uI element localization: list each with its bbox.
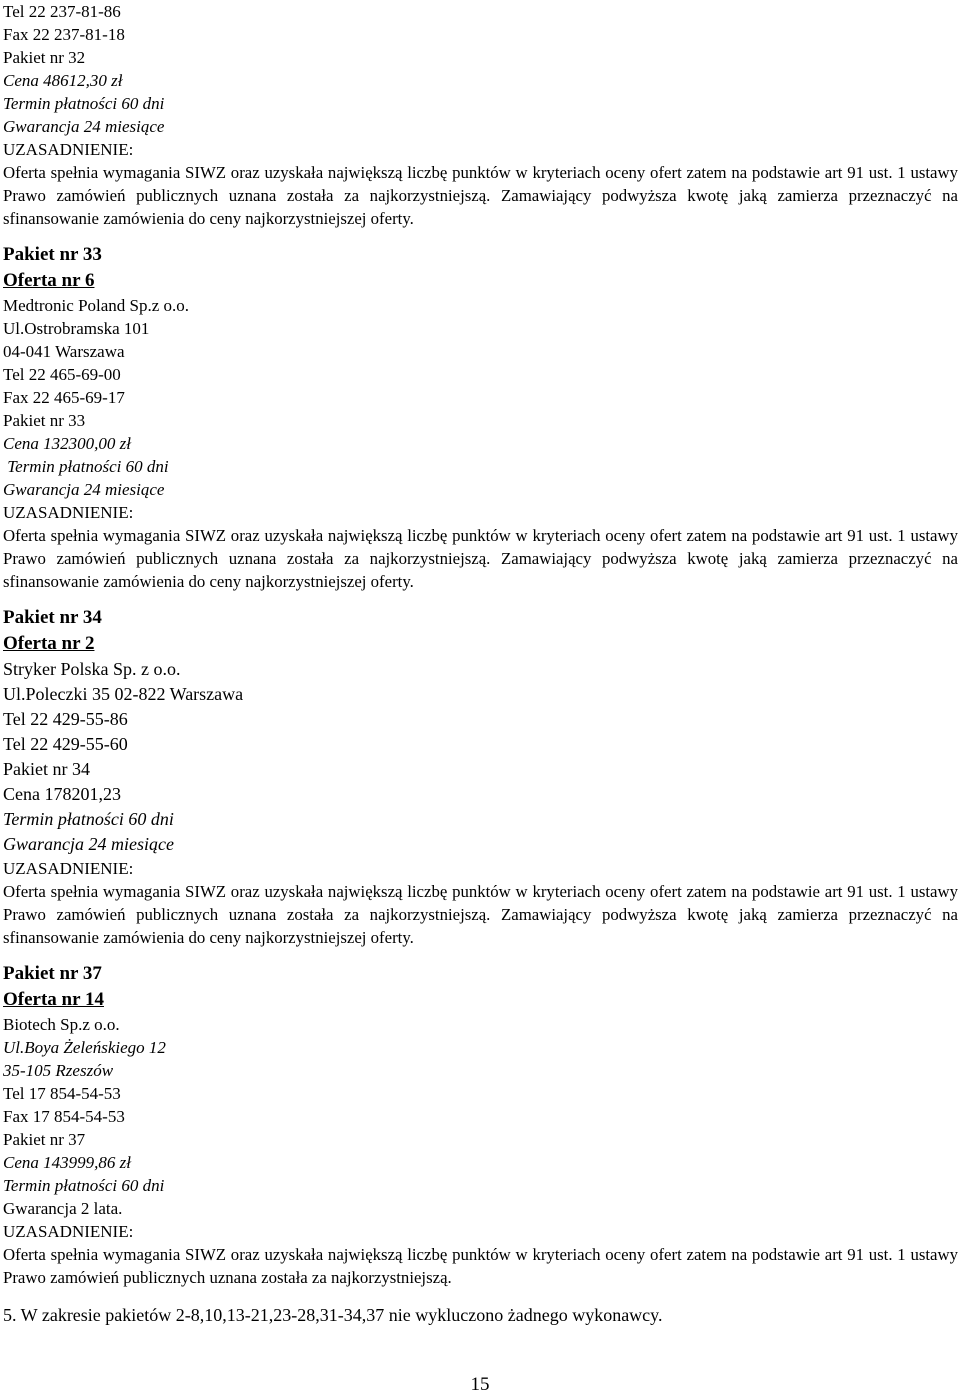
company-name: Biotech Sp.z o.o. [3, 1015, 120, 1034]
offer-number: Oferta nr 14 [3, 989, 104, 1010]
street-line: Ul.Poleczki 35 02-822 Warszawa [3, 684, 244, 704]
price-line: Cena 178201,23 [3, 784, 121, 804]
justification-text: Oferta spełnia wymagania SIWZ oraz uzyskała największą liczbę punktów w kryteriach oceny ofert zatem na podstawie art 91 ust. 1 ustawy Prawo zamówień publicznych uznana została za najkorzystniejszą. Zamawiający podwyższa kwotę jaką zamierza przeznaczyć na sfinansowanie zamówienia do ceny najkorzystniejszej oferty. [3, 882, 958, 947]
tel-line: Tel 17 854-54-53 [3, 1084, 121, 1103]
price-line: Cena 143999,86 zł [3, 1153, 131, 1172]
fax-line: Fax 17 854-54-53 [3, 1107, 125, 1126]
offer-number: Oferta nr 6 [3, 270, 95, 291]
offer-section-pakiet-33 [3, 242, 958, 593]
city-line: 35-105 Rzeszów [3, 1061, 114, 1080]
city-line: 04-041 Warszawa [3, 342, 125, 361]
company-name: Stryker Polska Sp. z o.o. [3, 659, 181, 679]
section-heading: Pakiet nr 34 [3, 607, 102, 628]
street-line: Ul.Ostrobramska 101 [3, 319, 150, 338]
tel-line: Tel 22 429-55-60 [3, 734, 128, 754]
warranty-line: Gwarancja 24 miesiące [3, 117, 165, 136]
offer-section-pakiet-37 [3, 961, 958, 1289]
warranty-line: Gwarancja 24 miesiące [3, 834, 174, 854]
price-line: Cena 48612,30 zł [3, 71, 123, 90]
price-line: Cena 132300,00 zł [3, 434, 131, 453]
justification-label: UZASADNIENIE: [3, 503, 134, 522]
tel-line: Tel 22 429-55-86 [3, 709, 128, 729]
justification-text: Oferta spełnia wymagania SIWZ oraz uzyskała największą liczbę punktów w kryteriach oceny ofert zatem na podstawie art 91 ust. 1 ustawy Prawo zamówień publicznych uznana została za najkorzystniejszą. Zamawiający podwyższa kwotę jaką zamierza przeznaczyć na sfinansowanie zamówienia do ceny najkorzystniejszej oferty. [3, 163, 958, 228]
tel-line: Tel 22 237-81-86 [3, 2, 121, 21]
payment-terms-line: Termin płatności 60 dni [3, 1176, 165, 1195]
warranty-line: Gwarancja 24 miesiące [3, 480, 165, 499]
justification-label: UZASADNIENIE: [3, 1222, 134, 1241]
fax-line: Fax 22 237-81-18 [3, 25, 125, 44]
payment-terms-line: Termin płatności 60 dni [3, 457, 169, 476]
company-name: Medtronic Poland Sp.z o.o. [3, 296, 190, 315]
offer-section-pakiet-32 [3, 0, 958, 230]
justification-text: Oferta spełnia wymagania SIWZ oraz uzyskała największą liczbę punktów w kryteriach oceny ofert zatem na podstawie art 91 ust. 1 ustawy Prawo zamówień publicznych uznana została za najkorzystniejszą. [3, 1245, 958, 1287]
pakiet-line: Pakiet nr 37 [3, 1130, 86, 1149]
pakiet-line: Pakiet nr 33 [3, 411, 86, 430]
page-number: 15 [470, 1374, 490, 1395]
document-page [3, 0, 958, 1327]
justification-text: Oferta spełnia wymagania SIWZ oraz uzyskała największą liczbę punktów w kryteriach oceny ofert zatem na podstawie art 91 ust. 1 ustawy Prawo zamówień publicznych uznana została za najkorzystniejszą. Zamawiający podwyższa kwotę jaką zamierza przeznaczyć na sfinansowanie zamówienia do ceny najkorzystniejszej oferty. [3, 526, 958, 591]
pakiet-line: Pakiet nr 32 [3, 48, 86, 67]
section-heading: Pakiet nr 37 [3, 963, 102, 984]
tel-line: Tel 22 465-69-00 [3, 365, 121, 384]
offer-number: Oferta nr 2 [3, 633, 95, 654]
justification-label: UZASADNIENIE: [3, 859, 134, 878]
pakiet-line: Pakiet nr 34 [3, 759, 90, 779]
justification-label: UZASADNIENIE: [3, 140, 134, 159]
payment-terms-line: Termin płatności 60 dni [3, 94, 165, 113]
payment-terms-line: Termin płatności 60 dni [3, 809, 174, 829]
warranty-line: Gwarancja 2 lata. [3, 1199, 123, 1218]
closing-statement: 5. W zakresie pakietów 2-8,10,13-21,23-28,31-34,37 nie wykluczono żadnego wykonawcy. [3, 1305, 663, 1325]
street-line: Ul.Boya Żeleńskiego 12 [3, 1038, 166, 1057]
section-heading: Pakiet nr 33 [3, 244, 102, 265]
offer-section-pakiet-34 [3, 605, 958, 949]
fax-line: Fax 22 465-69-17 [3, 388, 125, 407]
